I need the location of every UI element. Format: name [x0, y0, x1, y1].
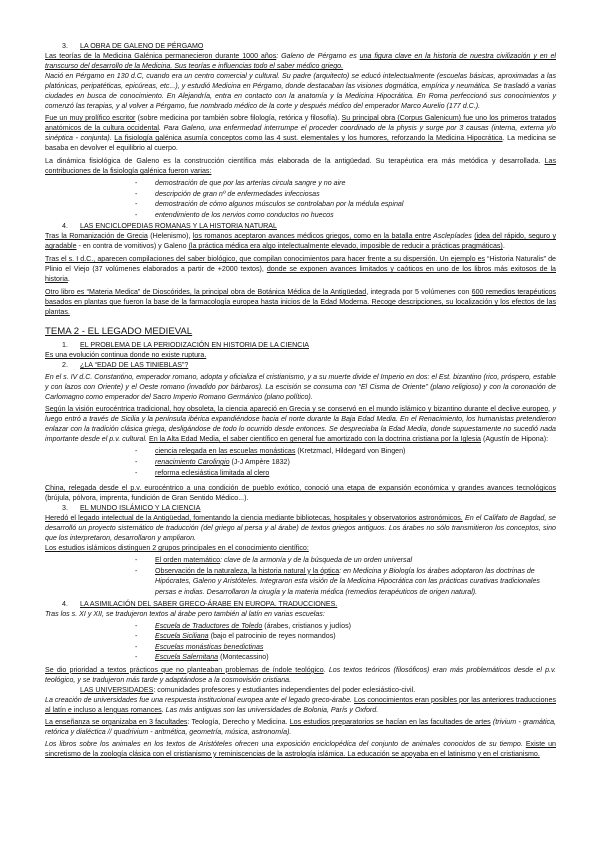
text-run: (idea del rápido, seguro y agradable — [45, 232, 557, 251]
bullet-item — [135, 631, 556, 642]
text-run: (Agustín de Hipona): — [481, 435, 549, 444]
paragraph — [45, 51, 556, 71]
bullet-item — [135, 566, 556, 598]
section-number: 3. — [62, 42, 68, 50]
text-run: Las teorías de la Medicina Galénica permanecieron durante 1000 años — [45, 52, 277, 60]
bullet-text: renacimiento Carolingio — [155, 457, 230, 466]
section-title: EL PROBLEMA DE LA PERIODIZACIÓN EN HISTORIA DE LA CIENCIA — [80, 341, 310, 350]
section-number: 4. — [62, 599, 68, 608]
bullet-item — [135, 652, 556, 663]
paragraph — [45, 717, 556, 737]
paragraph — [45, 231, 556, 251]
text-run: (Helenismo), — [147, 232, 193, 241]
subheading-text: : comunidades profesores y estudiantes independientes del poder eclesiástico-civil. — [153, 685, 416, 694]
section-heading — [45, 41, 556, 51]
text-run: una figura clave en la historia de nuestra civilización y en el transcurso del desarrollo de la Medicina. Sus teorías e influencias todo el saber médico griego. — [45, 52, 557, 70]
section-title: EL MUNDO ISLÁMICO Y LA CIENCIA — [80, 504, 201, 513]
paragraph — [45, 543, 556, 553]
bullet-list — [135, 621, 556, 663]
chapter-title: TEMA 2 - EL LEGADO MEDIEVAL — [45, 326, 193, 338]
text-run: Los libros sobre los animales en los textos de Aristóteles ofrecen una exposición enciclopédica del conjunto de animales conocidos de su tiempo. — [45, 739, 526, 748]
paragraph — [45, 513, 556, 543]
text-run: Tras el s. I d.C., aparecen compilaciones del saber biológico, que compilan conocimientos para hacer frente a su dispersión. Un ejemplo es — [45, 255, 486, 264]
section-heading — [45, 360, 556, 370]
text-run: Existe un sincretismo de la zoología clásica con el cristianismo y reminiscencias de la astrología islámica. La educación se apoyaba en el latinismo y en el cristianismo. — [45, 739, 556, 758]
text-run: Heredó el legado intelectual de la Antigüedad, fomentando la ciencia mediante bibliotecas, hospitales y observatorios astronómicos. — [45, 514, 463, 523]
section-title: LAS ENCICLOPEDIAS ROMANAS Y LA HISTORIA NATURAL — [80, 222, 277, 231]
paragraph — [45, 113, 556, 153]
text-run: La dinámica fisiológica de Galeno es la construcción científica más elaborada de la antigüedad. Su terapéutica era más metódica y desarrollada. — [45, 157, 545, 165]
bullet-text: entendimiento de los nervios como conductos no huecos — [155, 210, 334, 219]
text-run: La enseñanza se organizaba en 3 facultades — [45, 717, 188, 726]
bullet-item — [135, 642, 556, 653]
text-run: Otro libro es “Materia Medica” de Dioscórides, la principal obra de Botánica Médica de la Antigüedad — [45, 288, 367, 297]
paragraph — [45, 372, 556, 402]
bullet-text: descripción de gran nº de enfermedades infecciosas — [155, 189, 320, 198]
text-run: . La medicina se basaba en devolver el equilibrio al cuerpo. — [45, 134, 556, 152]
subheading-universities — [45, 685, 556, 695]
section-heading — [45, 503, 556, 513]
subheading-title: LAS UNIVERSIDADES — [80, 685, 154, 694]
bullet-text: Escuela de Traductores de Toledo — [155, 621, 263, 630]
bullet-note: (árabes, cristianos y judíos) — [262, 621, 351, 630]
text-run: En el s. IV d.C. Constantino, emperador romano, adopta y oficializa el cristianismo, y a su muerte divide el Imperio en dos: el Est. bizantino (rico, próspero, estable y con lazos con Oriente) y el Oeste romano (invadido por bárbaros). La escisión se consuma con “El Cisma de Oriente” (plano religioso) y con la coronación de Carlomagno como emperador del Sacro Imperio Romano Germánico (plano político). — [45, 373, 556, 402]
text-run: La fisiología galénica asumía conceptos como las 4 sust. elementales y los humores, reforzando la Medicina Hipocrática — [114, 134, 503, 142]
text-run: Según la visión eurocéntrica tradicional, hoy obsoleta, la ciencia apareció en Grecia y se conservó en el mundo islámico y bizantino durante el declive europeo — [45, 405, 549, 414]
text-run: (sobre medicina por también sobre filología, retórica y filosofía). — [135, 114, 342, 122]
bullet-item — [135, 178, 556, 189]
bullet-text: El orden matemático — [155, 556, 221, 565]
text-run: - en contra de vomitivos) y Galeno — [76, 242, 189, 251]
paragraph — [45, 287, 556, 317]
text-run: Fue un muy prolífico escritor — [45, 114, 136, 122]
document-page — [45, 41, 556, 759]
bullet-note: : en Medicina y Biología los árabes adoptaron las doctrinas de Hipócrates, Galeno y Aristóteles. Integraron esta visión de la Medicina Hipocrática con las prácticas curativas tradicionales persas e indias. Desarrollaron la cirugía y la materia médica (remedios terapéuticos de origen natural). — [155, 566, 540, 596]
paragraph — [45, 483, 556, 503]
text-run: China, relegada desde el p.v. eurocéntrico a una condición de pueblo exótico, conoció una etapa de expansión económica y grandes avances tecnológicos — [45, 484, 556, 493]
paragraph — [45, 254, 556, 284]
text-run: 600 remedios terapéuticos basados en plantas que fueron la base de la farmacología europea hasta inicios de la Edad Moderna. Recoge descripciones, su localización y los efectos de las plantas. — [45, 288, 556, 317]
text-run: Nació en Pérgamo en 130 d.C, cuando era un centro comercial y cultural. Su padre (arquitecto) se educó intelectualmente (escuelas básicas, aproximadas a las platónicas, peripatéticas, epicúreas, etc...), y estudió Medicina en Pérgamo, donde destacaban las visiones dogmática, empírica y neumática. Se trasladó a varias ciudades en busca de conocimiento. En Alejandría, entra en contacto con la anatomía y la Medicina Hipocrática. En Roma perfeccionó sus conocimientos y comenzó las terapias, y al volver a Pérgamo, fue nombrado médico de la corte y después médico del emperador Marco Aurelio (177 d.C.). — [45, 72, 556, 110]
section-heading — [45, 221, 556, 231]
text-run: Asclepíades — [431, 232, 475, 241]
section-title: LA ASIMILACIÓN DEL SABER GRECO-ÁRABE EN EUROPA. TRADUCCIONES. — [80, 599, 338, 608]
text-run: los romanos aceptaron avances médicos griegos, como en la batalla entre — [192, 232, 432, 241]
bullet-item — [135, 555, 556, 566]
bullet-note: (J-J Ampère 1832) — [229, 457, 290, 466]
text-run: . — [502, 242, 505, 251]
text-run: En el Califato de Bagdad, se desarrolló un proyecto sistemático de traducción (del griego al persa y al árabe) de textos griegos antiguos. Los árabes no sólo transmitieron los conceptos, sino que los interpretaron, desarrollaron y ampliaron. — [45, 514, 556, 543]
bullet-text: demostración de cómo algunos músculos se controlaban por la médula espinal — [155, 200, 404, 209]
paragraph — [45, 609, 556, 619]
text-run: Su principal obra (Corpus Galenicum) fue uno los primeros tratados anatómicos de la cultura occidental — [45, 114, 556, 132]
text-run: Los estudios islámicos distinguen 2 grupos principales en el conocimiento científico: — [45, 544, 309, 553]
bullet-item — [135, 446, 556, 457]
section-number: 2. — [62, 361, 68, 370]
bullet-note: (bajo el patrocinio de reyes normandos) — [208, 632, 336, 641]
bullet-text: reforma eclesiástica limitada al clero — [155, 468, 270, 477]
paragraph — [45, 71, 556, 111]
text-run: Tras la Romanización de Grecia — [45, 232, 148, 241]
text-run: . — [67, 275, 70, 284]
text-run: (la práctica médica era algo intelectualmente elevado, imposible de reducir a prácticas pragmáticas) — [188, 242, 503, 251]
bullet-text: ciencia relegada en las escuelas monásticas — [155, 447, 296, 456]
section-title: ¿LA “EDAD DE LAS TINIEBLAS”? — [80, 361, 189, 370]
paragraph — [45, 156, 556, 176]
text-run: : Teología, Derecho y Medicina. — [187, 717, 290, 726]
bullet-list — [135, 555, 556, 597]
text-run: La creación de universidades fue una respuesta institucional europea ante el legado greco-árabe. — [45, 695, 354, 704]
paragraph — [45, 350, 556, 360]
text-run: . Los textos teóricos (filosóficos) eran más problemáticos desde el p.v. teológico, y se tradujeron más tarde y adaptándose a la cosmovisión cristiana. — [45, 665, 556, 684]
text-run: donde se exponen avances limitados y caóticos en uno de los libros más exitosos de la historia — [45, 265, 556, 284]
text-run: Se dio prioridad a textos prácticos que no planteaban problemas de índole teológico — [45, 665, 324, 674]
paragraph — [45, 404, 556, 444]
bullet-text: demostración de que por las arterias circula sangre y no aire — [155, 179, 346, 187]
text-run: . Las más antiguas son las universidades de Bolonia, París y Oxford. — [161, 705, 379, 714]
bullet-item — [135, 468, 556, 479]
text-run: . Para Galeno, una enfermedad interrumpe el proceder coordinado de la physis y surge por 3 causas (interna, externa y/o sinéptica - conjunta). — [45, 124, 556, 142]
section-heading — [45, 340, 556, 350]
paragraph — [45, 695, 556, 715]
text-run: , y luego entró a través de Sicilia y la península ibérica expandiéndose hacia el norte durante la Baja Edad Media. En el Renacimiento, los humanistas pretendieron enlazar con la tradición clásica griega, desligándose de todo lo ocurrido desde entonces. Se despreciaba la Edad Media, donde supuestamente no sucedió nada importante desde el p.v. cultural. — [45, 405, 556, 444]
bullet-list — [135, 178, 556, 220]
paragraph — [45, 739, 556, 759]
section-heading — [45, 599, 556, 609]
text-run: Tras los s. XI y XII, se tradujeron textos al árabe pero también al latín en varias escuelas: — [45, 609, 325, 618]
bullet-text: Escuela Salernitana — [155, 653, 219, 662]
bullet-note: (Montecassino) — [218, 653, 269, 662]
bullet-text: Escuela Siciliana — [155, 632, 209, 641]
section-number: 4. — [62, 222, 68, 231]
bullet-item — [135, 189, 556, 200]
text-run: Los conocimientos eran posibles por las anteriores traducciones al latín e incluso a lenguas romances — [45, 695, 556, 714]
bullet-item — [135, 457, 556, 468]
bullet-text: Observación de la naturaleza, la historia natural y la óptica — [155, 566, 340, 575]
bullet-item — [135, 210, 556, 221]
text-run: Las contribuciones de la fisiología galénica fueron varias: — [45, 157, 556, 175]
text-run: (brújula, pólvora, imprenta, fundición de Gran Sentido Médico...). — [45, 494, 249, 503]
text-run: , integrada por 5 volúmenes con — [366, 288, 472, 297]
text-run: : Galeno de Pérgamo es — [276, 52, 360, 60]
section-number: 1. — [62, 341, 68, 350]
section-number: 3. — [62, 504, 68, 513]
text-run: (trivium - gramática, retórica y dialéctica // quadrivium - aritmética, geometría, música, astronomía). — [45, 717, 556, 736]
bullet-note: : clave de la armonía y de la búsqueda de un orden universal — [220, 556, 413, 565]
bullet-list — [135, 446, 556, 478]
bullet-note: (Kretzmacl, Hildegard von Bingen) — [295, 447, 406, 456]
paragraph — [45, 665, 556, 685]
bullet-item — [135, 199, 556, 210]
text-run: Los estudios preparatorios se hacían en las facultades de artes — [289, 717, 491, 726]
bullet-text: Escuelas monásticas benedictinas — [155, 642, 264, 651]
text-run: En la Alta Edad Media, el saber científico en general fue amortizado con la doctrina cristiana por la Iglesia — [148, 435, 481, 444]
text-run: “Historia Naturalis” de Plinio el Viejo (37 volúmenes elaborados a partir de +2000 textos), — [45, 255, 556, 274]
text-run: Es una evolución continua donde no existe ruptura. — [45, 351, 207, 360]
bullet-item — [135, 621, 556, 632]
section-title: LA OBRA DE GALENO DE PÉRGAMO — [80, 42, 204, 50]
